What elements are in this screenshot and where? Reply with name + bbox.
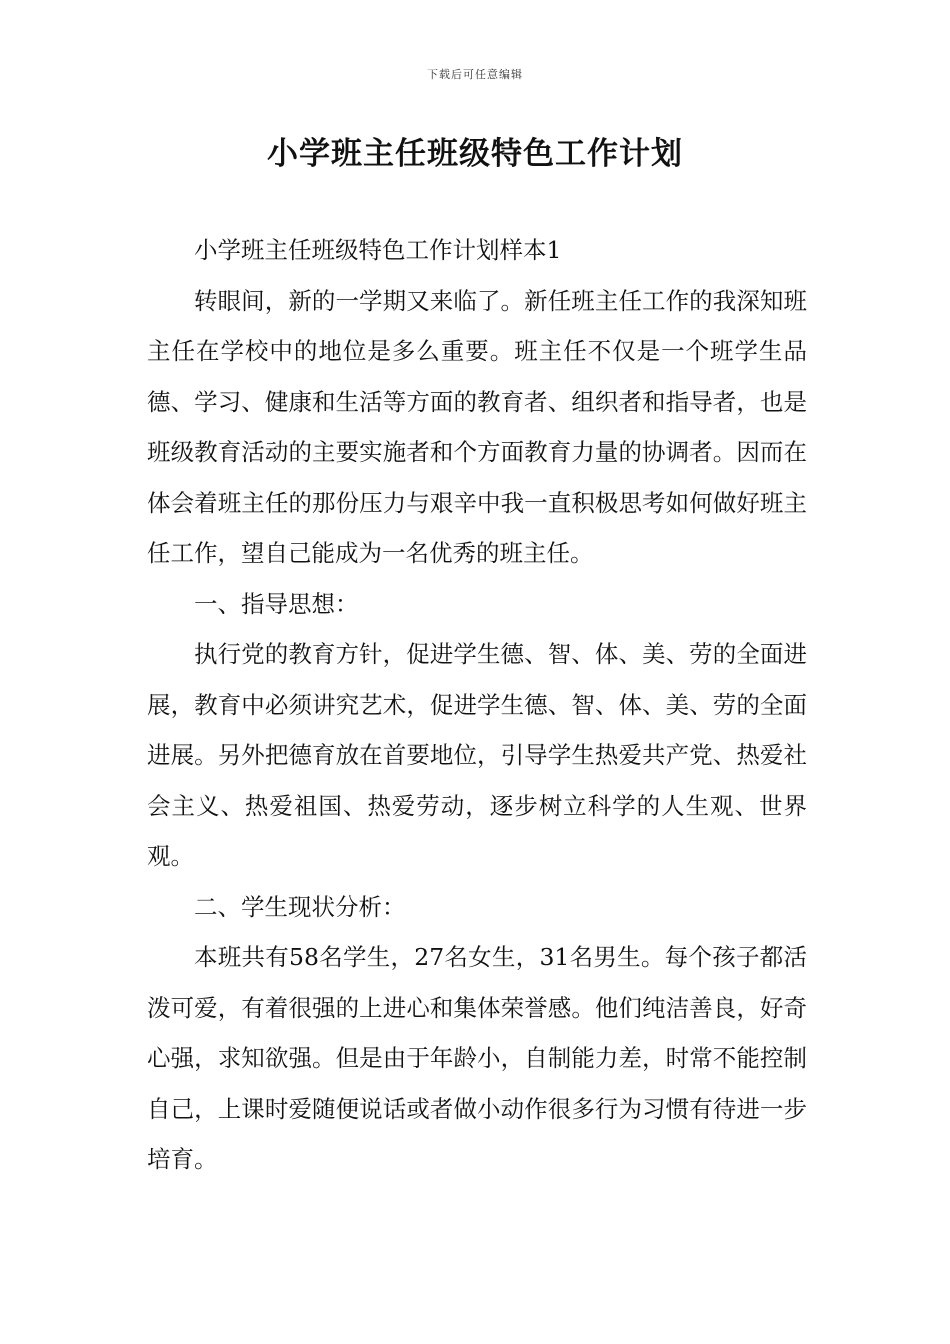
document-title: 小学班主任班级特色工作计划 <box>267 136 683 172</box>
guiding-ideology-paragraph: 执行党的教育方针，促进学生德、智、体、美、劳的全面进展，教育中必须讲究艺术，促进学生德、智、体、美、劳的全面进展。另外把德育放在首要地位，引导学生热爱共产党、热爱社会主义、热爱祖国、热爱劳动，逐步树立科学的人生观、世界观。 <box>147 640 807 870</box>
section-heading-guiding-ideology: 一、指导思想： <box>194 589 359 618</box>
intro-paragraph: 转眼间，新的一学期又来临了。新任班主任工作的我深知班主任在学校中的地位是多么重要。班主任不仅是一个班学生品德、学习、健康和生活等方面的教育者、组织者和指导者，也是班级教育活动的主要实施者和个方面教育力量的协调者。因而在体会着班主任的那份压力与艰辛中我一直积极思考如何做好班主任工作，望自己能成为一名优秀的班主任。 <box>147 286 807 567</box>
section-heading-student-analysis: 二、学生现状分析： <box>194 892 406 921</box>
sample-heading: 小学班主任班级特色工作计划样本1 <box>194 236 562 264</box>
document-body <box>147 225 807 1185</box>
student-analysis-paragraph: 本班共有58名学生，27名女生，31名男生。每个孩子都活泼可爱，有着很强的上进心和集体荣誉感。他们纯洁善良，好奇心强，求知欲强。但是由于年龄小，自制能力差，时常不能控制自己，上课时爱随便说话或者做小动作很多行为习惯有待进一步培育。 <box>147 943 807 1173</box>
header-note: 下载后可任意编辑 <box>427 68 523 81</box>
